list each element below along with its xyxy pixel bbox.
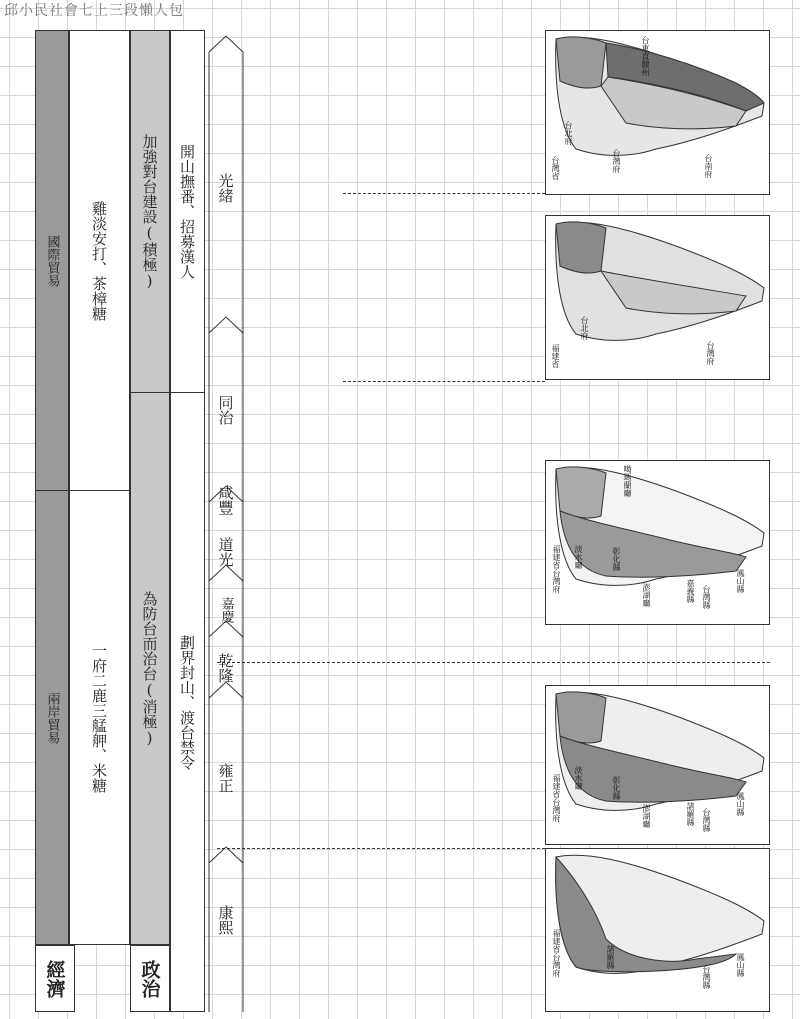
ports-early: 一府二鹿三艋舺、米糖 bbox=[90, 642, 108, 793]
map-label: 鳳山縣 bbox=[736, 792, 745, 816]
era-label: 咸豐 bbox=[216, 485, 235, 515]
map-label: 諸羅縣 bbox=[606, 945, 615, 969]
ports-late: 雞淡安打、茶樟糖 bbox=[90, 200, 108, 321]
policy-active: 加強對台建設(積極) bbox=[140, 133, 159, 290]
map-label: 澎湖廳 bbox=[642, 804, 651, 828]
ports-late-cell bbox=[69, 30, 130, 491]
policy-active-cell bbox=[130, 30, 170, 393]
map-label: 福建省台灣府 bbox=[552, 929, 561, 977]
map-label: 台北府 bbox=[580, 316, 589, 340]
politics-label-cell bbox=[130, 945, 170, 1012]
map-panel-kangxi bbox=[545, 848, 770, 1012]
map-label: 淡水廳 bbox=[574, 766, 583, 790]
map-label: 鳳山縣 bbox=[736, 953, 745, 977]
economy-label-cell bbox=[35, 945, 75, 1012]
era-separator bbox=[209, 847, 243, 863]
taiwan-map-1 bbox=[546, 31, 770, 195]
policy-passive-cell bbox=[130, 392, 170, 945]
international-trade-header: 國際貿易 bbox=[35, 30, 69, 491]
map-panel-yongzheng bbox=[545, 685, 770, 845]
era-label: 康熙 bbox=[216, 905, 235, 935]
timeline-sheet bbox=[35, 30, 770, 1012]
map-label: 福建省台灣府 bbox=[552, 774, 561, 822]
politics-label: 政治 bbox=[138, 959, 161, 998]
map-label: 福建省台灣府 bbox=[552, 545, 561, 593]
policy-passive: 為防台而治台(消極) bbox=[140, 590, 159, 747]
map-label: 台灣縣 bbox=[702, 965, 711, 989]
taiwan-map-2 bbox=[546, 216, 770, 380]
taiwan-map-5 bbox=[546, 849, 770, 1012]
era-label: 道光 bbox=[216, 536, 235, 567]
measure-early-cell bbox=[170, 392, 205, 1012]
map-label: 台灣府 bbox=[706, 341, 715, 365]
map-label: 澎湖廳 bbox=[642, 583, 651, 607]
page-title: 邱小民社會七上三段懶人包 bbox=[4, 3, 184, 19]
measure-late-cell bbox=[170, 30, 205, 393]
map-label: 彰化縣 bbox=[612, 547, 621, 571]
taiwan-map-3 bbox=[546, 461, 770, 625]
map-label: 彰化縣 bbox=[612, 776, 621, 800]
map-label: 噶瑪蘭廳 bbox=[623, 465, 632, 497]
cross-strait-trade-header: 兩岸貿易 bbox=[35, 490, 69, 945]
map-label: 台灣府 bbox=[612, 149, 621, 173]
measure-late: 開山撫番、招募漢人 bbox=[178, 144, 196, 279]
connector-line bbox=[217, 662, 770, 663]
era-label: 同治 bbox=[216, 395, 235, 425]
map-label: 台東直隸州 bbox=[641, 36, 650, 76]
era-label: 乾隆 bbox=[216, 652, 235, 683]
map-panel-jiaqing bbox=[545, 460, 770, 625]
map-label: 淡水廳 bbox=[574, 545, 583, 569]
map-panel-guangxu bbox=[545, 30, 770, 195]
measure-early: 劃界封山、渡台禁令 bbox=[178, 634, 196, 770]
map-label: 台灣縣 bbox=[702, 808, 711, 832]
map-label: 鳳山縣 bbox=[736, 569, 745, 593]
connector-line bbox=[343, 381, 545, 382]
era-label: 嘉慶 bbox=[218, 597, 234, 623]
map-label: 嘉義縣 bbox=[686, 579, 695, 603]
map-label: 諸羅縣 bbox=[686, 802, 695, 826]
ports-early-cell bbox=[69, 490, 130, 945]
map-label: 台灣縣 bbox=[702, 585, 711, 609]
era-separator bbox=[209, 317, 243, 333]
era-label: 雍正 bbox=[216, 762, 235, 793]
map-label: 福建省 bbox=[551, 344, 560, 368]
map-label: 台北府 bbox=[564, 121, 573, 145]
map-label: 台灣省 bbox=[551, 156, 560, 180]
era-label: 光緒 bbox=[216, 172, 235, 203]
connector-line bbox=[343, 193, 545, 194]
map-panel-tongzhi bbox=[545, 215, 770, 380]
map-label: 台南府 bbox=[704, 154, 713, 178]
economy-label: 經濟 bbox=[43, 959, 66, 998]
